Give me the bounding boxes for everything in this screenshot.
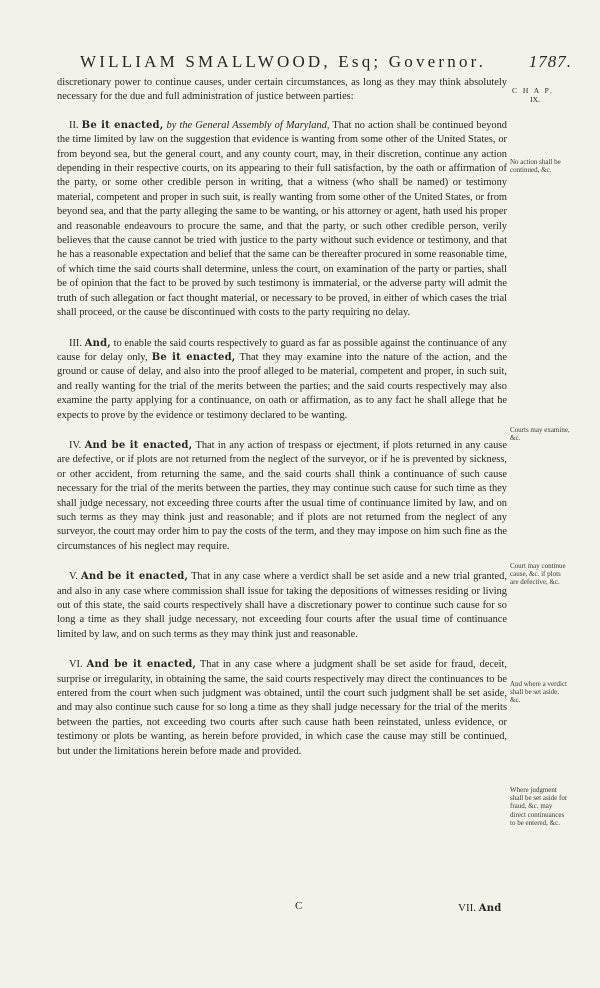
running-header bbox=[52, 52, 572, 78]
section-number: V. bbox=[69, 571, 78, 583]
section-number: IV. bbox=[69, 439, 82, 451]
main-text bbox=[57, 76, 507, 765]
section-text-before: to enable the said courts respectively to guard as far as possible against the continuance of any cause for delay only, bbox=[57, 337, 508, 363]
enacting-clause: And be it enacted, bbox=[84, 439, 193, 451]
section-III bbox=[57, 337, 507, 423]
section-text-after: That they may examine into the nature of the action, and the ground or cause of delay, and also into the proof alleged to be material, competent and proper, in such suit, and really wanting for the trial of the merits between the parties; and the said courts respectively may also examine the party applying for a continuance, on oath or affirmation, as to any fact he shall allege that he expects to prove by the evidence or testimony declared to be wanting. bbox=[57, 351, 507, 421]
margin-note-VI: Where judgment shall be set aside for fraud, &c. may direct continuances to be entered, &c. bbox=[510, 786, 568, 827]
catchword-word: And bbox=[478, 903, 502, 914]
section-V bbox=[57, 570, 507, 642]
margin-note-IV: Court may continue cause, &c. if plots are defective, &c. bbox=[510, 562, 566, 587]
margin-note-III: Courts may examine, &c. bbox=[510, 426, 570, 443]
header-year: 1787. bbox=[528, 52, 572, 71]
lead-word: And, bbox=[84, 337, 111, 349]
catchword-number: VII. bbox=[458, 902, 477, 914]
opening-paragraph: discretionary power to continue causes, under certain circumstances, as long as they may think absolutely necessary for the due and full administration of justice between parties: bbox=[57, 77, 507, 103]
section-number: II. bbox=[69, 119, 79, 131]
enacting-clause: Be it enacted, bbox=[81, 119, 164, 131]
section-VI bbox=[57, 658, 507, 759]
section-number: III. bbox=[69, 337, 82, 349]
chapter-marker bbox=[512, 86, 572, 104]
chapter-number: IX. bbox=[530, 95, 540, 104]
section-text: That in any action of trespass or ejectment, if plots returned in any cause are defective, or if plots are not returned from the neglect of the surveyor, or if he is prevented by sickness, or other accident, from returning the same, and the said courts shall think a continuance of such cause necessary for the trial of the merits between the parties, they may continue such cause for such time as they shall judge necessary, not exceeding three courts after the usual time of continuance limited by law, and on such terms as they may think just and reasonable; and if plots are not returned from the neglect of any surveyor, the court may order him to pay the costs of the term, and they may impose on him such fine as the circumstances of his neglect may require. bbox=[57, 439, 507, 552]
chapter-label: C H A P. bbox=[512, 86, 554, 95]
section-text: That in any case where a judgment shall be set aside for fraud, deceit, surprise or irregularity, in obtaining the same, the said courts respectively may direct the continuances to be entered from the court when such judgment was obtained, until the court such judgment shall be set aside, and may also continue such cause for so long a time as they shall judge necessary for the trial of the merits between the parties, not exceeding two courts after such cause hath been reinstated, unless evidence, or testimony or plots be wanting, as herein before provided, in which case the cause may still be continued, but under the limitations herein before made and provided. bbox=[57, 659, 507, 757]
section-II bbox=[57, 119, 507, 321]
section-text: That no action shall be continued beyond the time limited by law on the suggestion that evidence is wanting from some other of the United States, or from beyond sea, but the general court, and any county court, may, in their discretion, continue any action depending in their respective courts, on its appearing to their full satisfaction, by the oath or affirmation of the party, or some other credible person in writing, that a witness (who shall be named) or testimony material, competent and proper in such suit, is really wanting from some other of the United States, or from beyond sea, and that the party alleging the same to be wanting, or his attorney or agent, hath used his proper and reasonable endeavours to procure the same, and that the party, or such other credible person, verily believes that the cause cannot be tried with justice to the party without such evidence or testimony, and that he has a reasonable expectation and belief that the same can be thereafter procured in some reasonable time, of which time the said courts shall determine, unless the court, on examination of the party or parties, shall be of opinion that the fact to be proved by such testimony is immaterial, or the adverse party will admit the truth of such allegation or fact thought material, or necessary to be proved, in either of which cases the trial shall proceed, or the cause be discontinued with costs to the party requiring no delay. bbox=[57, 119, 507, 319]
section-text: That in any case where a verdict shall be set aside and a new trial granted, and also in any case where commission shall issue for taking the depositions of witnesses residing or living out of this state, the said courts respectively shall have a discretionary power to continue such cause for so long a time as they shall judge necessary, not exceeding four courts after the usual time of continuance limited by law, and on such terms as they may think just and reasonable. bbox=[57, 571, 507, 640]
catchword bbox=[458, 902, 501, 914]
section-IV bbox=[57, 439, 507, 554]
margin-note-V: And where a verdict shall be set aside, &c. bbox=[510, 680, 567, 705]
enacting-clause: And be it enacted, bbox=[86, 659, 197, 671]
signature-mark: C bbox=[295, 900, 303, 912]
margin-note-II: No action shall be continued, &c. bbox=[510, 158, 561, 175]
header-title: WILLIAM SMALLWOOD, Esq; Governor. bbox=[80, 52, 487, 71]
enacting-clause: Be it enacted, bbox=[151, 351, 236, 363]
section-number: VI. bbox=[69, 659, 83, 671]
by-clause: by the General Assembly of Maryland, bbox=[166, 119, 330, 131]
enacting-clause: And be it enacted, bbox=[80, 571, 189, 583]
